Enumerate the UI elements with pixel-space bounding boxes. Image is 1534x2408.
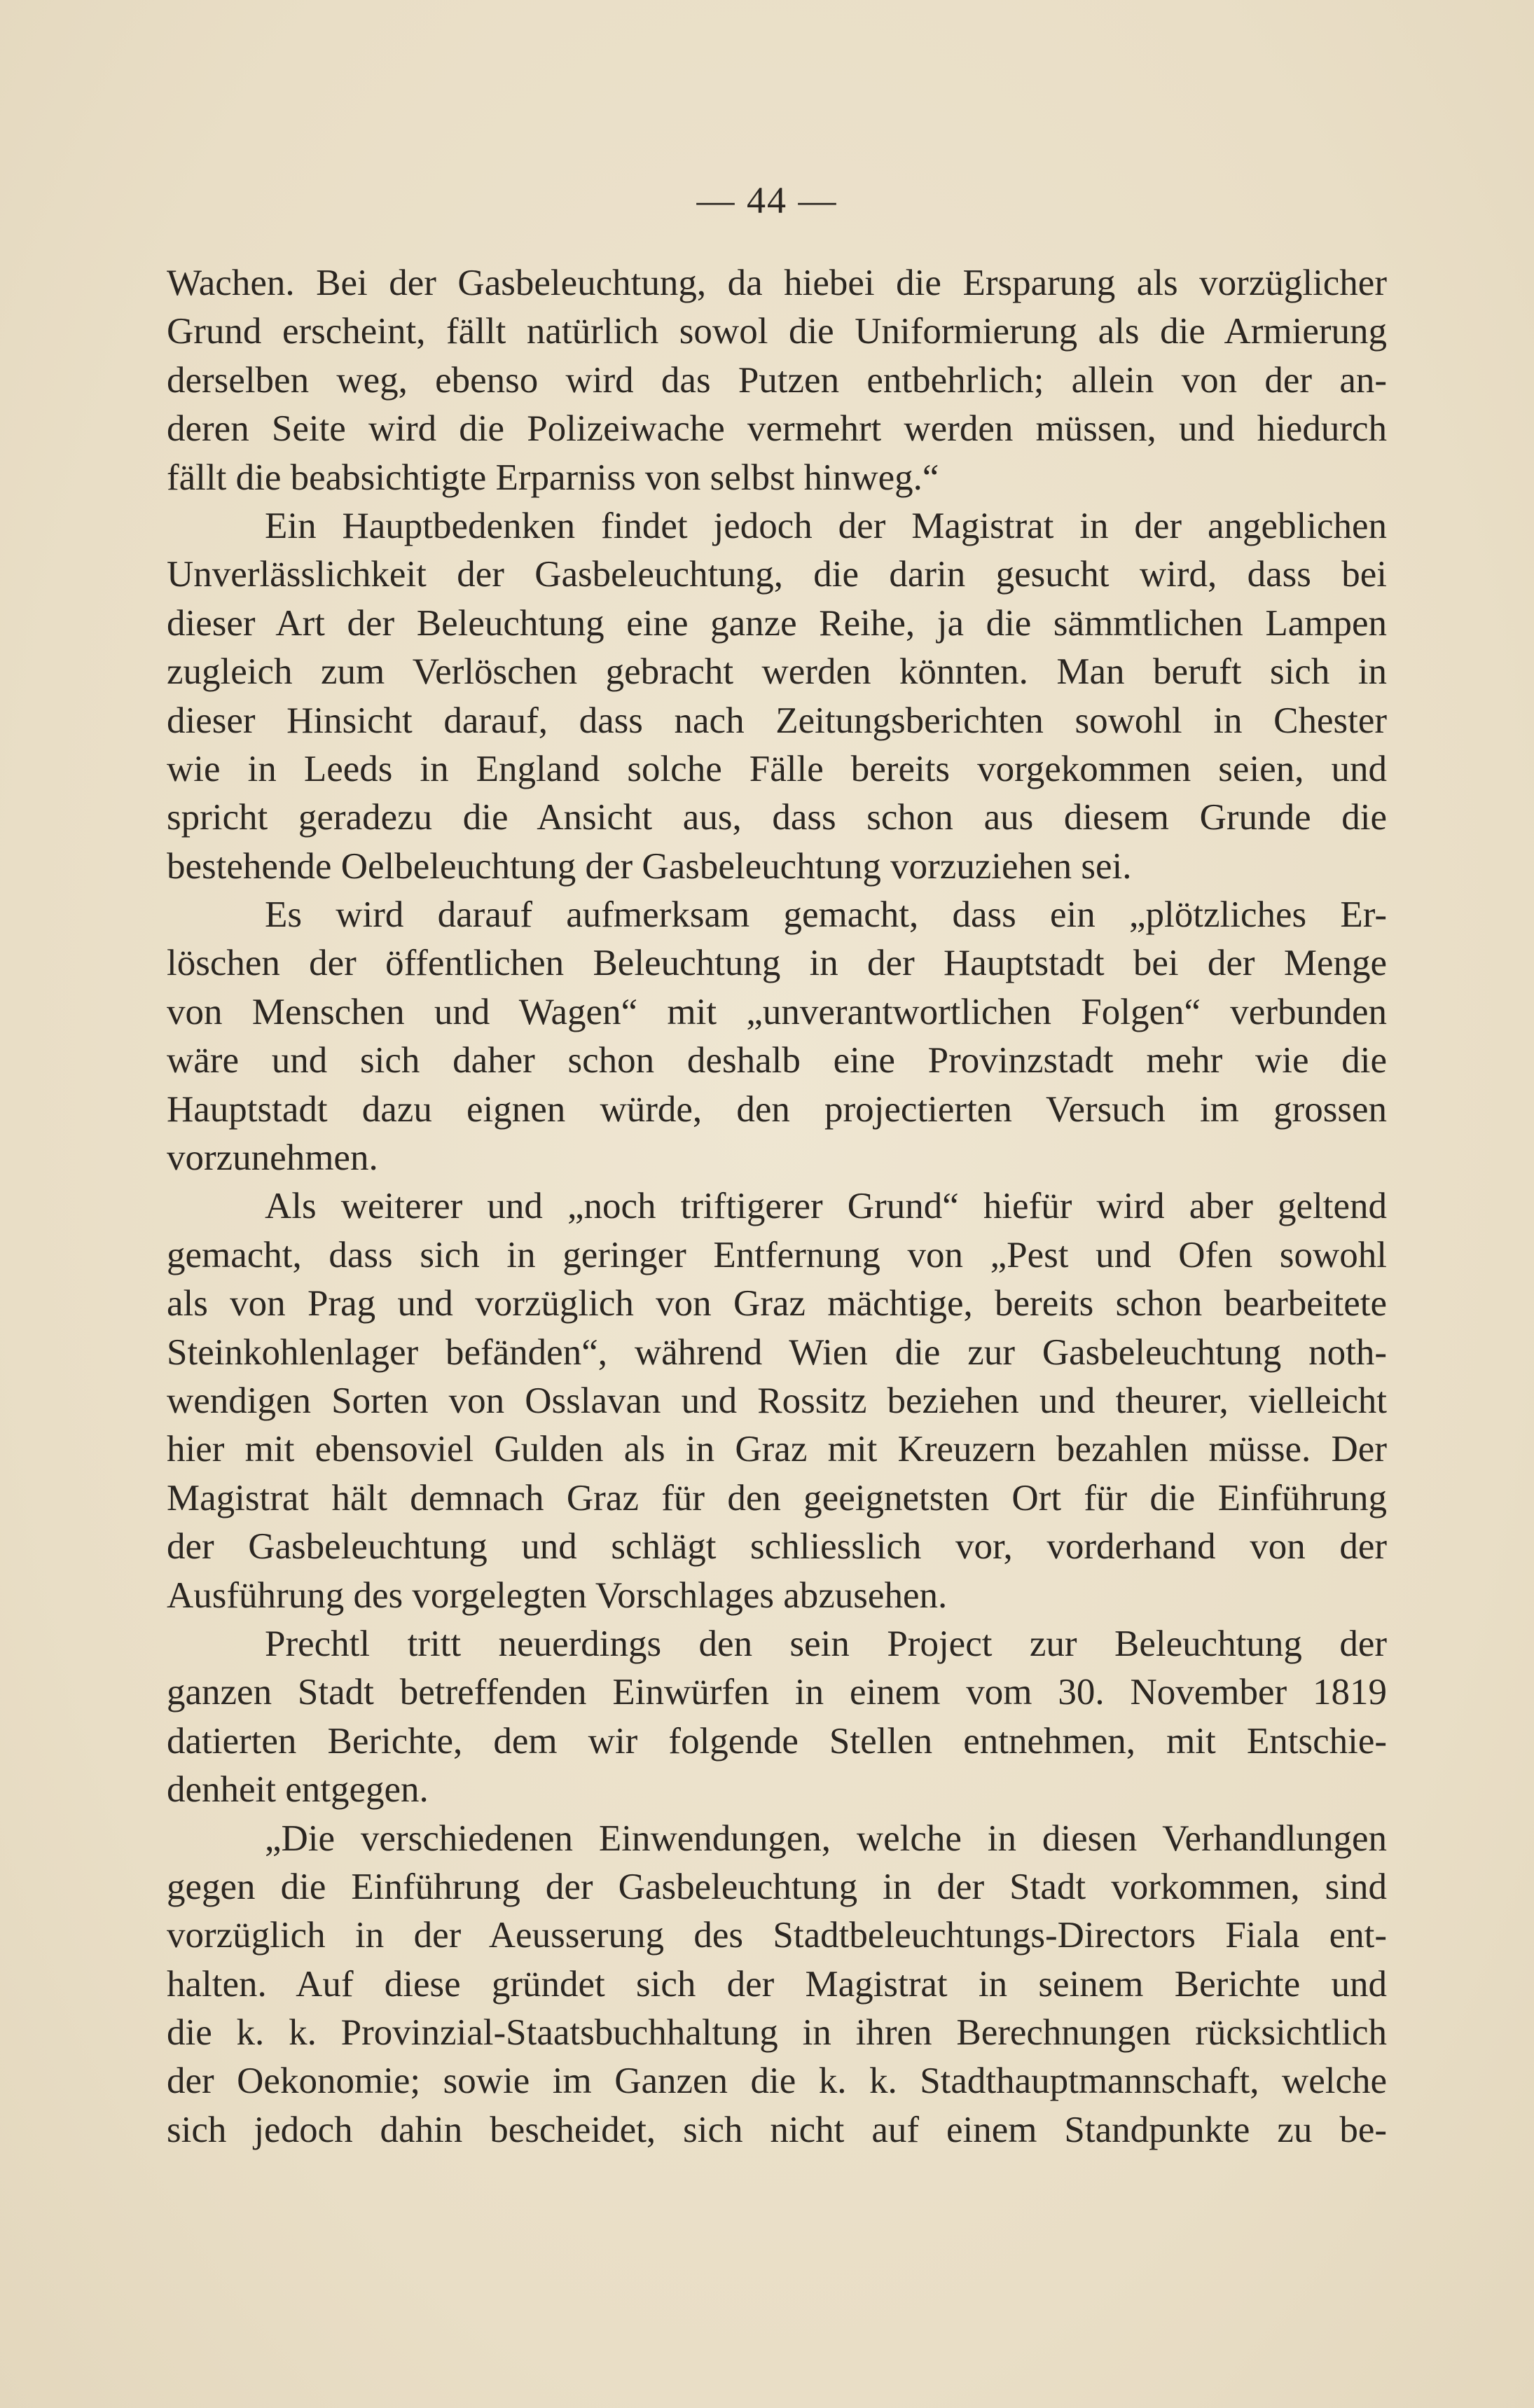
text-line: datierten Berichte, dem wir folgende Stellen entnehmen, mit Entschie- <box>167 1720 1387 1762</box>
text-line: sich jedoch dahin bescheidet, sich nicht auf einem Standpunkte zu be- <box>167 2109 1387 2150</box>
text-line: vorzunehmen. <box>167 1137 378 1179</box>
text-line: gemacht, dass sich in geringer Entfernung von „Pest und Ofen sowohl <box>167 1234 1387 1275</box>
paragraph-2 <box>167 502 1387 891</box>
text-line: der Oekonomie; sowie im Ganzen die k. k. Stadthauptmannschaft, welche <box>167 2061 1387 2102</box>
text-line: ganzen Stadt betreffenden Einwürfen in einem vom 30. November 1819 <box>167 1672 1387 1713</box>
text-line: Prechtl tritt neuerdings den sein Project zur Beleuchtung der <box>265 1623 1387 1664</box>
text-line: fällt die beabsichtigte Erparniss von selbst hinweg.“ <box>167 457 939 498</box>
text-line: dieser Art der Beleuchtung eine ganze Reihe, ja die sämmtlichen Lampen <box>167 602 1387 644</box>
text-line: vorzüglich in der Aeusserung des Stadtbeleuchtungs-Directors Fiala ent- <box>167 1915 1387 1956</box>
text-line: Hauptstadt dazu eignen würde, den projectierten Versuch im grossen <box>167 1088 1387 1130</box>
paragraph-1 <box>167 259 1387 502</box>
text-line: bestehende Oelbeleuchtung der Gasbeleuchtung vorzuziehen sei. <box>167 845 1132 887</box>
text-line: Wachen. Bei der Gasbeleuchtung, da hiebei die Ersparung als vorzüglicher <box>167 263 1387 303</box>
text-line: Es wird darauf aufmerksam gemacht, dass ein „plötzliches Er- <box>265 894 1387 936</box>
text-line: dieser Hinsicht darauf, dass nach Zeitungsberichten sowohl in Chester <box>167 700 1387 741</box>
text-line: wie in Leeds in England solche Fälle bereits vorgekommen seien, und <box>167 748 1387 789</box>
text-line: derselben weg, ebenso wird das Putzen entbehrlich; allein von der an- <box>167 359 1387 401</box>
paragraph-6 <box>167 1815 1387 2155</box>
text-line: hier mit ebensoviel Gulden als in Graz mit Kreuzern bezahlen müsse. Der <box>167 1429 1387 1470</box>
text-line: Unverlässlichkeit der Gasbeleuchtung, die darin gesucht wird, dass bei <box>167 554 1387 595</box>
text-line: Als weiterer und „noch triftigerer Grund“ hiefür wird aber geltend <box>265 1186 1387 1227</box>
text-line: von Menschen und Wagen“ mit „unverantwortlichen Folgen“ verbunden <box>167 991 1387 1032</box>
text-line: zugleich zum Verlöschen gebracht werden könnten. Man beruft sich in <box>167 651 1387 693</box>
text-line: wäre und sich daher schon deshalb eine Provinzstadt mehr wie die <box>167 1040 1387 1081</box>
text-line: als von Prag und vorzüglich von Graz mächtige, bereits schon bearbeitete <box>167 1283 1387 1324</box>
body-text <box>167 259 1387 2154</box>
text-line: Grund erscheint, fällt natürlich sowol die Uniformierung als die Armierung <box>167 311 1387 352</box>
text-line: gegen die Einführung der Gasbeleuchtung in der Stadt vorkommen, sind <box>167 1866 1387 1907</box>
text-line: halten. Auf diese gründet sich der Magistrat in seinem Berichte und <box>167 1963 1387 2005</box>
text-line: Steinkohlenlager befänden“, während Wien die zur Gasbeleuchtung noth- <box>167 1331 1387 1373</box>
paragraph-5 <box>167 1620 1387 1815</box>
text-line: Ausführung des vorgelegten Vorschlages abzusehen. <box>167 1575 948 1616</box>
text-line: die k. k. Provinzial-Staatsbuchhaltung in ihren Berechnungen rücksichtlich <box>167 2012 1387 2054</box>
text-line: denheit entgegen. <box>167 1769 429 1811</box>
paragraph-4 <box>167 1182 1387 1620</box>
text-line: Ein Hauptbedenken findet jedoch der Magistrat in der angeblichen <box>265 505 1387 546</box>
text-line: „Die verschiedenen Einwendungen, welche in diesen Verhandlungen <box>265 1818 1387 1859</box>
text-line: Magistrat hält demnach Graz für den geeignetsten Ort für die Einführung <box>167 1477 1387 1518</box>
text-line: spricht geradezu die Ansicht aus, dass schon aus diesem Grunde die <box>167 797 1387 838</box>
text-line: löschen der öffentlichen Beleuchtung in der Hauptstadt bei der Menge <box>167 943 1387 984</box>
page-number: — 44 — <box>696 179 838 221</box>
text-line: wendigen Sorten von Osslavan und Rossitz beziehen und theurer, vielleicht <box>167 1380 1387 1421</box>
text-line: deren Seite wird die Polizeiwache vermehrt werden müssen, und hiedurch <box>167 408 1387 450</box>
paragraph-3 <box>167 891 1387 1182</box>
text-line: der Gasbeleuchtung und schlägt schliesslich vor, vorderhand von der <box>167 1526 1387 1568</box>
